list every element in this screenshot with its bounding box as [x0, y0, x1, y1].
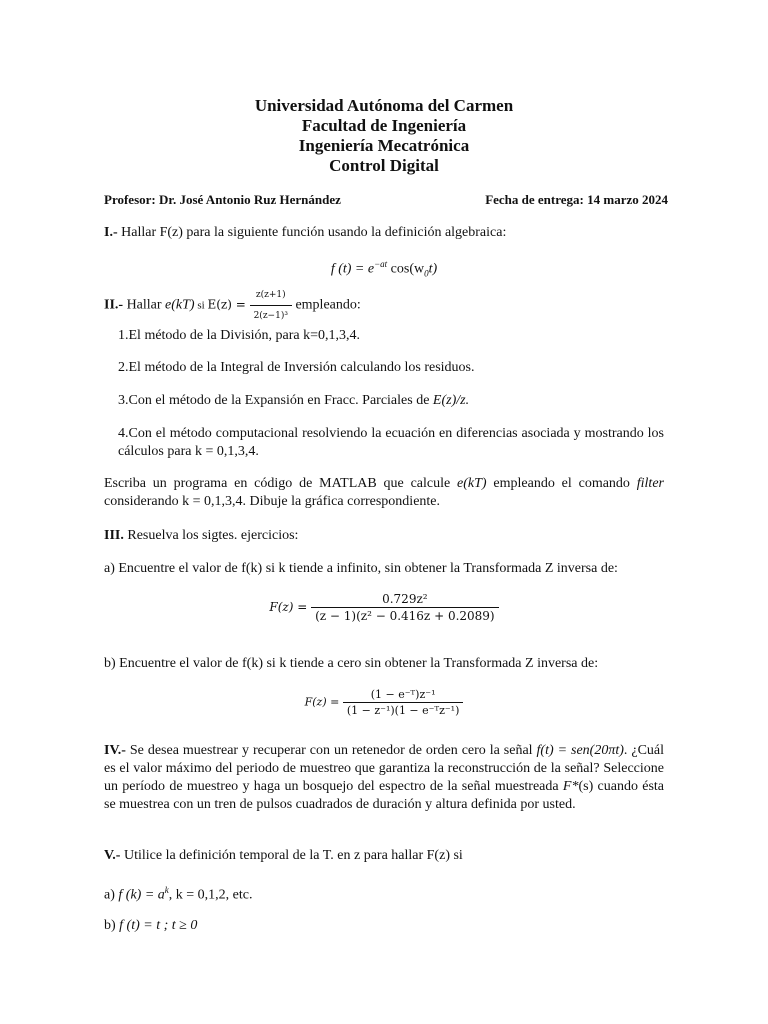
section-5-b — [104, 917, 664, 935]
document-header — [0, 96, 768, 176]
section-5-b-prefix: b) — [104, 918, 120, 933]
formula-sub: 0 — [424, 268, 429, 279]
formula-exp: −at — [374, 259, 388, 269]
section-5-label: V.- — [104, 848, 121, 863]
matlab-text-a: Escriba un programa en código de MATLAB que calcule — [104, 476, 458, 491]
section-5-a-exp: k — [164, 885, 169, 895]
section-2-ekt: e(kT) — [165, 297, 195, 313]
section-3 — [104, 527, 664, 545]
formula-fa — [0, 592, 768, 623]
section-3-text: Resuelva los sigtes. ejercicios: — [123, 528, 299, 543]
list-item: 4.Con el método computacional resolviendo la ecuación en diferencias asociada y mostrando los cálculos para k = 0,1,3,4. — [118, 426, 664, 459]
fraction-denominator: 2(z−1)³ — [253, 311, 288, 321]
section-4-text-3: (s) cuando ésta se muestrea con un tren de pulsos cuadrados de duración y altura definida por usted. — [104, 779, 664, 812]
section-1 — [104, 224, 664, 242]
section-3-b: b) Encuentre el valor de f(k) si k tiende a cero sin obtener la Transformada Z inversa de: — [104, 656, 599, 671]
section-4-text-1: Se desea muestrear y recuperar con un retenedor de orden cero la señal — [125, 743, 533, 758]
fb-numerator: (1 − e⁻ᵀ)z⁻¹ — [343, 688, 464, 703]
matlab-ekt: e(kT) — [457, 476, 487, 491]
section-4-formula: f(t) = sen(20πt) — [536, 743, 624, 758]
formula-fb — [0, 688, 768, 717]
section-2-empleando: empleando: — [291, 297, 361, 313]
fa-numerator: 0.729z² — [311, 592, 499, 608]
professor-label: Profesor: Dr. José Antonio Ruz Hernández — [104, 192, 341, 207]
section-3-label: III. — [104, 528, 124, 543]
fa-denominator: (z − 1)(z² − 0.416z + 0.2089) — [315, 609, 495, 623]
section-5-text: Utilice la definición temporal de la T. en z para hallar F(z) si — [120, 848, 463, 863]
section-2-hallar: Hallar — [123, 297, 166, 313]
section-5-a-rest: , k = 0,1,2, etc. — [168, 887, 253, 903]
matlab-filter: filter — [636, 476, 664, 491]
formula-lhs: f (t) = e — [330, 261, 375, 277]
list-item: 1.El método de la División, para k=0,1,3,4. — [118, 328, 360, 343]
matlab-paragraph — [104, 475, 664, 511]
section-2 — [104, 286, 664, 325]
course-name: Control Digital — [329, 156, 439, 175]
section-2-ez: E(z) = — [207, 297, 250, 312]
university-name: Universidad Autónoma del Carmen — [254, 96, 514, 115]
section-5-a-formula: f (k) = a — [118, 887, 165, 903]
section-5 — [104, 847, 664, 865]
section-1-text: Hallar F(z) para la siguiente función usando la definición algebraica: — [117, 225, 507, 240]
section-3-a: a) Encuentre el valor de f(k) si k tiende a infinito, sin obtener la Transformada Z inversa de: — [104, 561, 618, 576]
section-2-label: II.- — [104, 297, 124, 313]
meta-line — [104, 192, 668, 208]
list-item-text: 3.Con el método de la Expansión en Fracc. Parciales de — [118, 393, 433, 408]
section-4-text-2: . ¿Cuál es el valor máximo del periodo de muestreo que garantiza la reconstrucción de la señal? Seleccione un período de muestreo y haga un bosquejo del espectro de la señal muestreada — [104, 743, 665, 794]
list-item: 2.El método de la Integral de Inversión calculando los residuos. — [118, 360, 475, 375]
matlab-text-b: empleando el comando — [486, 476, 637, 491]
fa-fraction — [311, 592, 499, 623]
section-2-si: si — [194, 299, 208, 312]
section-4-fs: F* — [562, 779, 579, 794]
section-1-label: I.- — [104, 225, 118, 240]
program-name: Ingeniería Mecatrónica — [298, 136, 470, 155]
list-item-ez: E(z)/z. — [432, 393, 470, 408]
section-5-a — [104, 881, 664, 905]
list-item — [118, 392, 664, 410]
section-2-fraction — [250, 286, 292, 325]
section-4 — [104, 742, 664, 814]
due-date: Fecha de entrega: 14 marzo 2024 — [485, 192, 668, 207]
fa-lhs: F(z) = — [269, 600, 312, 614]
formula-end: t) — [428, 261, 438, 277]
fb-fraction — [343, 688, 464, 717]
section-4-label: IV.- — [104, 743, 126, 758]
fb-lhs: F(z) = — [304, 695, 343, 709]
formula-mid: cos(w — [387, 261, 425, 277]
matlab-text-c: considerando k = 0,1,3,4. Dibuje la gráfica correspondiente. — [104, 494, 441, 509]
faculty-name: Facultad de Ingeniería — [301, 116, 467, 135]
section-1-formula — [0, 259, 768, 278]
fb-denominator: (1 − z⁻¹)(1 − e⁻ᵀz⁻¹) — [346, 704, 460, 717]
section-5-b-formula: f (t) = t ; t ≥ 0 — [119, 918, 198, 933]
fraction-numerator: z(z+1) — [250, 286, 292, 306]
section-5-a-prefix: a) — [104, 887, 119, 903]
